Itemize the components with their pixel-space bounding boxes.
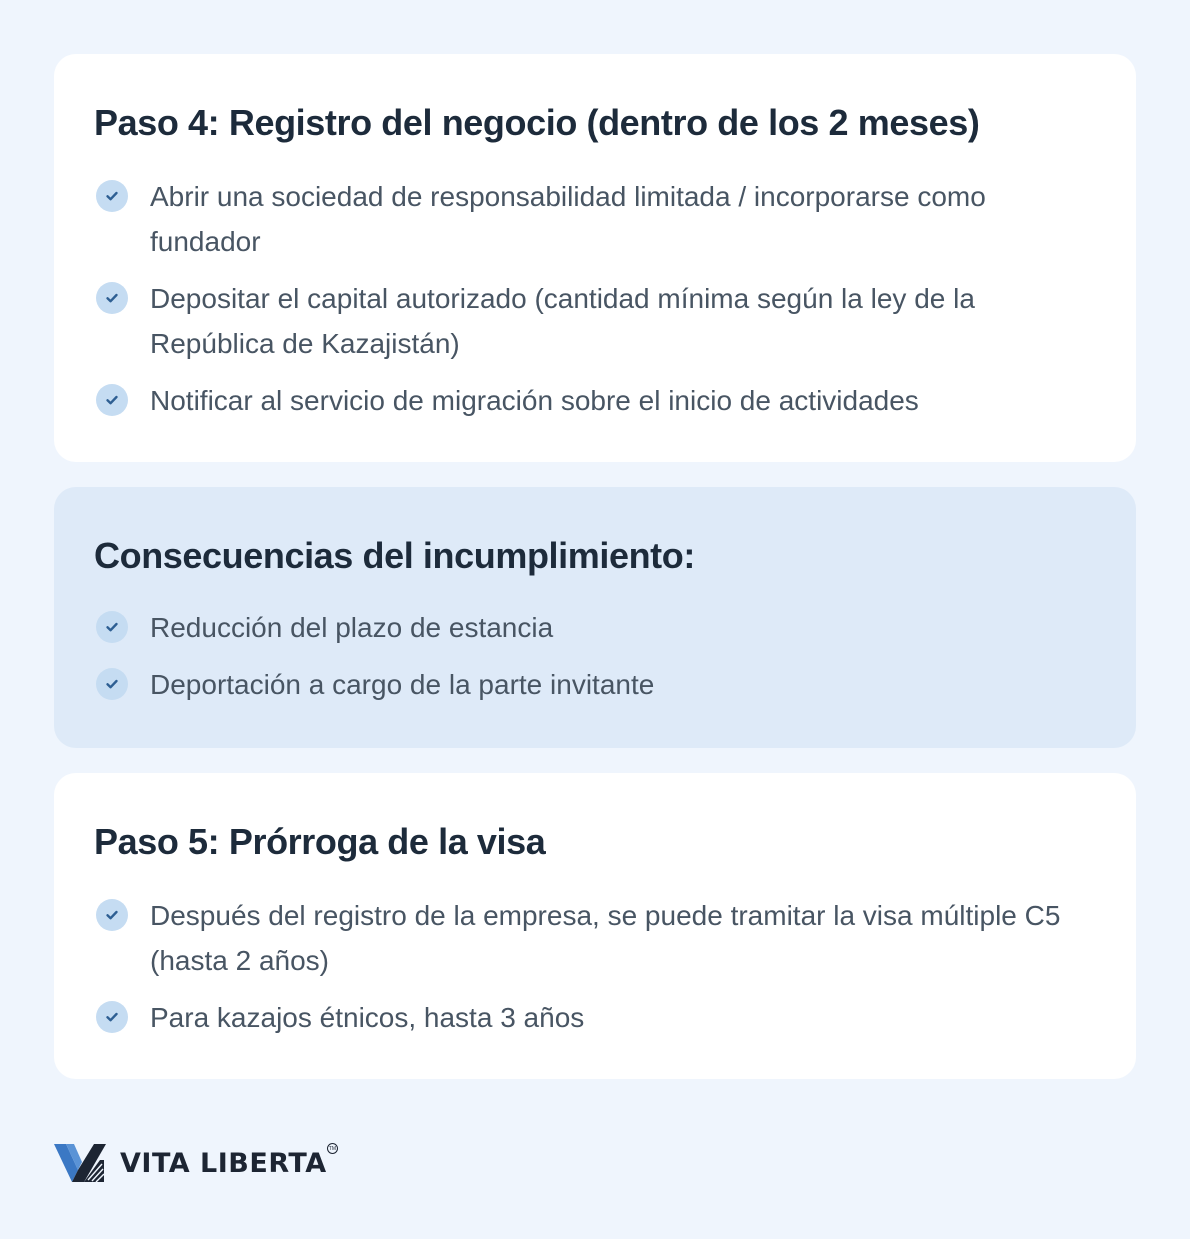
list-item-text: Abrir una sociedad de responsabilidad limitada / incorporarse como fundador [150,181,986,257]
list-item [94,378,1096,423]
check-circle-icon [96,899,128,931]
step5-list [94,893,1096,1052]
check-circle-icon [96,611,128,643]
list-item [94,662,1096,707]
trademark-mark: TM [327,1143,338,1154]
vita-liberta-logo-icon [54,1142,110,1184]
consequences-title: Consecuencias del incumplimiento: [94,535,695,576]
list-item [94,893,1096,983]
step4-list [94,174,1096,435]
check-circle-icon [96,180,128,212]
list-item [94,995,1096,1040]
consequences-card [54,487,1136,748]
step5-card [54,773,1136,1079]
list-item-text: Depositar el capital autorizado (cantidad mínima según la ley de la República de Kazajistán) [150,283,975,359]
list-item-text: Después del registro de la empresa, se puede tramitar la visa múltiple C5 (hasta 2 años) [150,900,1061,976]
list-item [94,605,1096,650]
step5-title: Paso 5: Prórroga de la visa [94,821,546,862]
check-circle-icon [96,384,128,416]
check-circle-icon [96,1001,128,1033]
list-item-text: Reducción del plazo de estancia [150,612,554,643]
logo-text: VITA LIBERTA [120,1147,327,1179]
list-item-text: Notificar al servicio de migración sobre el inicio de actividades [150,385,919,416]
list-item [94,276,1096,366]
check-circle-icon [96,668,128,700]
step4-title: Paso 4: Registro del negocio (dentro de los 2 meses) [94,102,980,143]
step4-card [54,54,1136,462]
list-item [94,174,1096,264]
check-circle-icon [96,282,128,314]
consequences-list [94,605,1096,719]
list-item-text: Para kazajos étnicos, hasta 3 años [150,1002,585,1033]
list-item-text: Deportación a cargo de la parte invitante [150,669,655,700]
logo [54,1141,327,1185]
